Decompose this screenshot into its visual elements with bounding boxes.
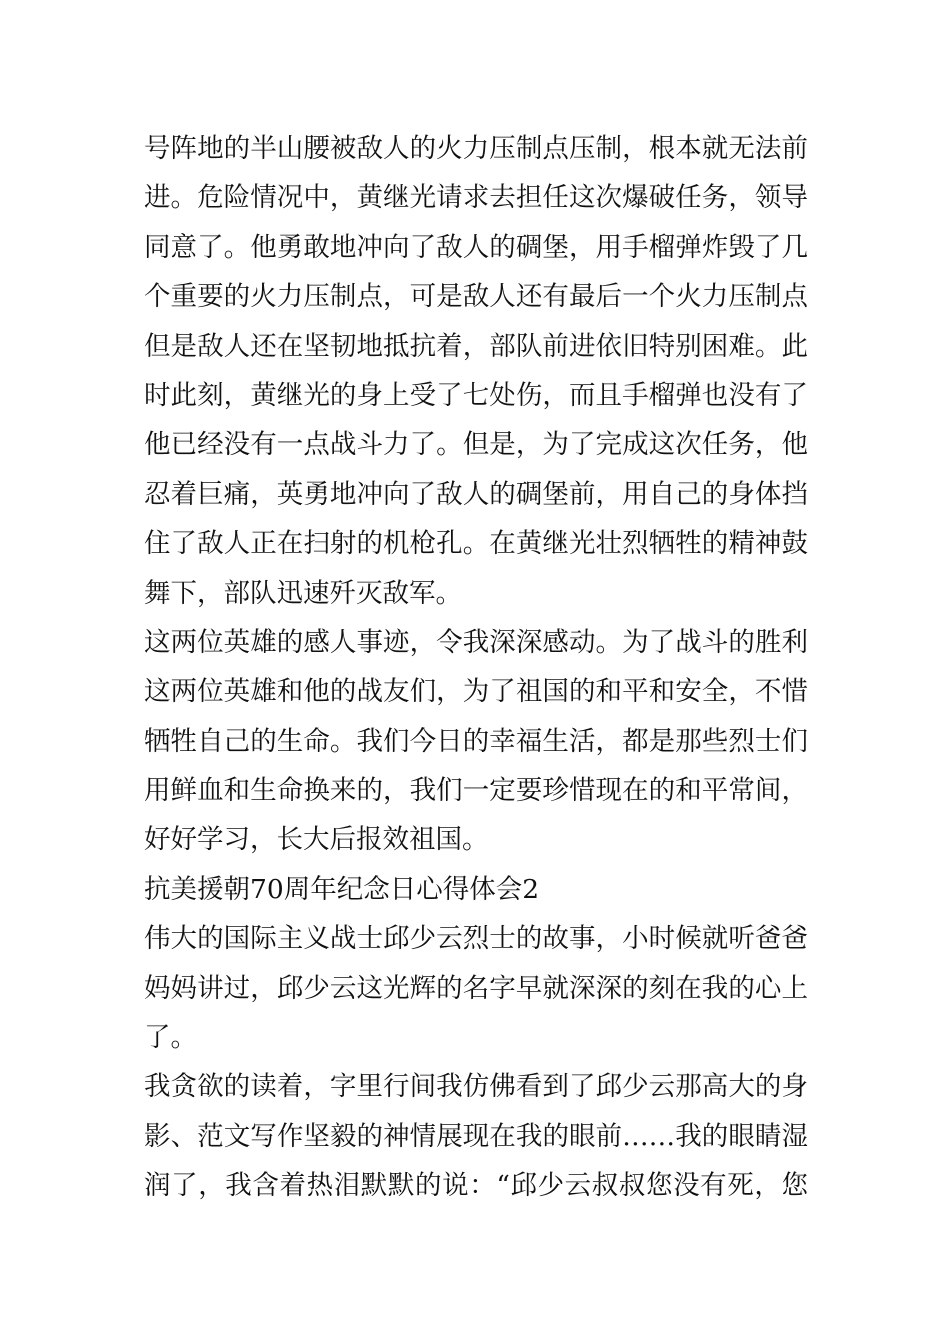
- text-line: 伟大的国际主义战士邱少云烈士的故事，小时候就听爸爸: [144, 923, 808, 955]
- text-line: 号阵地的半山腰被敌人的火力压制点压制，根本就无法前: [144, 133, 808, 164]
- text-line: 进。危险情况中，黄继光请求去担任这次爆破任务，领导: [144, 182, 808, 214]
- text-line: 了。: [144, 1022, 197, 1054]
- text-line: 牺牲自己的生命。我们今日的幸福生活，都是那些烈士们: [144, 725, 808, 757]
- text-line: 舞下，部队迅速歼灭敌军。: [144, 577, 462, 609]
- text-line: 个重要的火力压制点，可是敌人还有最后一个火力压制点: [144, 281, 808, 313]
- text-line: 妈妈讲过，邱少云这光辉的名字早就深深的刻在我的心上: [144, 972, 808, 1004]
- text-line: 忍着巨痛，英勇地冲向了敌人的碉堡前，用自己的身体挡: [144, 478, 808, 510]
- text-line: 润了，我含着热泪默默的说：“邱少云叔叔您没有死，您: [144, 1170, 808, 1202]
- text-line: 影、范文写作坚毅的神情展现在我的眼前……我的眼睛湿: [144, 1120, 808, 1152]
- text-line: 用鲜血和生命换来的，我们一定要珍惜现在的和平常间，: [144, 775, 808, 807]
- text-line: 时此刻，黄继光的身上受了七处伤，而且手榴弹也没有了: [144, 379, 808, 411]
- text-line: 这两位英雄的感人事迹，令我深深感动。为了战斗的胜利: [144, 626, 808, 658]
- text-line: 好好学习，长大后报效祖国。: [144, 824, 489, 856]
- section-heading: 抗美援朝70周年纪念日心得体会2: [144, 873, 540, 905]
- text-line: 他已经没有一点战斗力了。但是，为了完成这次任务，他: [144, 429, 808, 461]
- text-line: 同意了。他勇敢地冲向了敌人的碉堡，用手榴弹炸毁了几: [144, 231, 808, 263]
- text-line: 但是敌人还在坚韧地抵抗着，部队前进依旧特别困难。此: [144, 330, 808, 362]
- text-line: 这两位英雄和他的战友们，为了祖国的和平和安全，不惜: [144, 676, 808, 708]
- document-body: [144, 124, 808, 1211]
- text-line: 我贪欲的读着，字里行间我仿佛看到了邱少云那高大的身: [144, 1071, 808, 1103]
- text-line: 住了敌人正在扫射的机枪孔。在黄继光壮烈牺牲的精神鼓: [144, 528, 808, 560]
